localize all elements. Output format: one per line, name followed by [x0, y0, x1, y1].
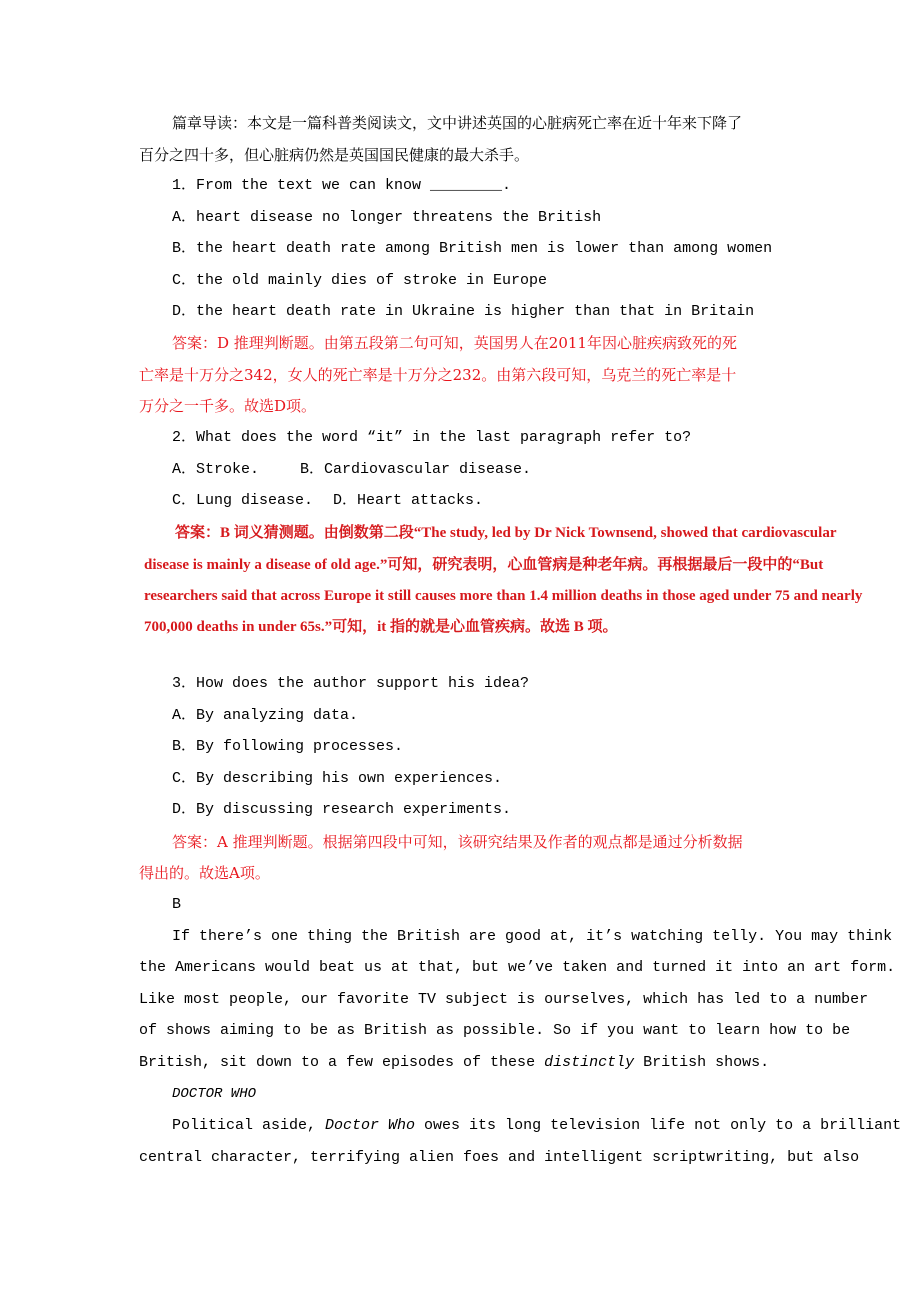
passage-b-para2-line-2: central character, terrifying alien foes and intelligent scriptwriting, but also	[139, 1149, 860, 1166]
q2-stem: 2．What does the word “it” in the last paragraph refer to?	[172, 429, 692, 446]
passage-b-line-5-end: British shows.	[634, 1054, 770, 1071]
distinctly-emphasis: distinctly	[544, 1054, 635, 1071]
passage-b-line-2: the Americans would beat us at that, but we’ve taken and turned it into an art form.	[139, 959, 896, 976]
q1-stem: 1．From the text we can know ________.	[172, 177, 512, 194]
passage-b-line-5	[139, 1053, 769, 1073]
passage-b-para2-line-1	[172, 1116, 901, 1136]
q2-option-d: D．Heart attacks.	[333, 492, 484, 509]
q2-answer-line-2: disease is mainly a disease of old age.”可知，研究表明，心血管病是种老年病。再根据最后一段中的“But	[144, 557, 824, 573]
q2-answer-line-4: 700,000 deaths in under 65s.”可知，it 指的就是心血管疾病。故选 B 项。	[144, 619, 618, 635]
q1-option-a: A．heart disease no longer threatens the British	[172, 209, 602, 226]
q3-answer-line-2: 得出的。故选A项。	[139, 864, 270, 882]
intro-line-2: 百分之四十多，但心脏病仍然是英国国民健康的最大杀手。	[139, 146, 530, 164]
q3-option-d: D．By discussing research experiments.	[172, 801, 512, 818]
q3-option-b: B．By following processes.	[172, 738, 404, 755]
q2-option-c: C．Lung disease.	[172, 492, 314, 509]
q1-answer-line-2: 亡率是十万分之342，女人的死亡率是十万分之232。由第六段可知，乌克兰的死亡率是十	[139, 366, 737, 384]
doctor-who-title: Doctor Who	[325, 1117, 416, 1134]
q3-option-c: C．By describing his own experiences.	[172, 770, 503, 787]
q1-option-d: D．the heart death rate in Ukraine is higher than that in Britain	[172, 303, 755, 320]
q1-answer-line-3: 万分之一千多。故选D项。	[139, 397, 317, 415]
q2-answer-line-3: researchers said that across Europe it still causes more than 1.4 million deaths in those aged under 75 and nearly	[144, 588, 863, 604]
q3-option-a: A．By analyzing data.	[172, 707, 359, 724]
para2-line-1-start: Political aside,	[172, 1117, 326, 1134]
q3-stem: 3．How does the author support his idea?	[172, 675, 530, 692]
para2-line-1-end: owes its long television life not only to a brilliant	[415, 1117, 902, 1134]
doctor-who-heading: DOCTOR WHO	[172, 1086, 257, 1102]
q1-option-c: C．the old mainly dies of stroke in Europe	[172, 272, 548, 289]
passage-b-line-4: of shows aiming to be as British as possible. So if you want to learn how to be	[139, 1022, 851, 1039]
passage-b-line-3: Like most people, our favorite TV subject is ourselves, which has led to a number	[139, 991, 869, 1008]
passage-b-line-1: If there’s one thing the British are good at, it’s watching telly. You may think	[172, 928, 893, 945]
section-b-label: B	[172, 896, 182, 913]
q1-answer-line-1: 答案：D 推理判断题。由第五段第二句可知，英国男人在2011年因心脏疾病致死的死	[172, 334, 737, 352]
intro-line-1: 篇章导读：本文是一篇科普类阅读文，文中讲述英国的心脏病死亡率在近十年来下降了	[172, 114, 743, 132]
q1-option-b: B．the heart death rate among British men is lower than among women	[172, 240, 773, 257]
passage-b-line-5-start: British, sit down to a few episodes of these	[139, 1054, 545, 1071]
q2-option-a: A．Stroke.	[172, 461, 260, 478]
q2-answer-line-1: 答案：B 词义猜测题。由倒数第二段“The study, led by Dr Nick Townsend, showed that cardiovascular	[175, 525, 837, 541]
q3-answer-line-1: 答案：A 推理判断题。根据第四段中可知，该研究结果及作者的观点都是通过分析数据	[172, 833, 743, 851]
q2-option-b: B．Cardiovascular disease.	[300, 461, 532, 478]
